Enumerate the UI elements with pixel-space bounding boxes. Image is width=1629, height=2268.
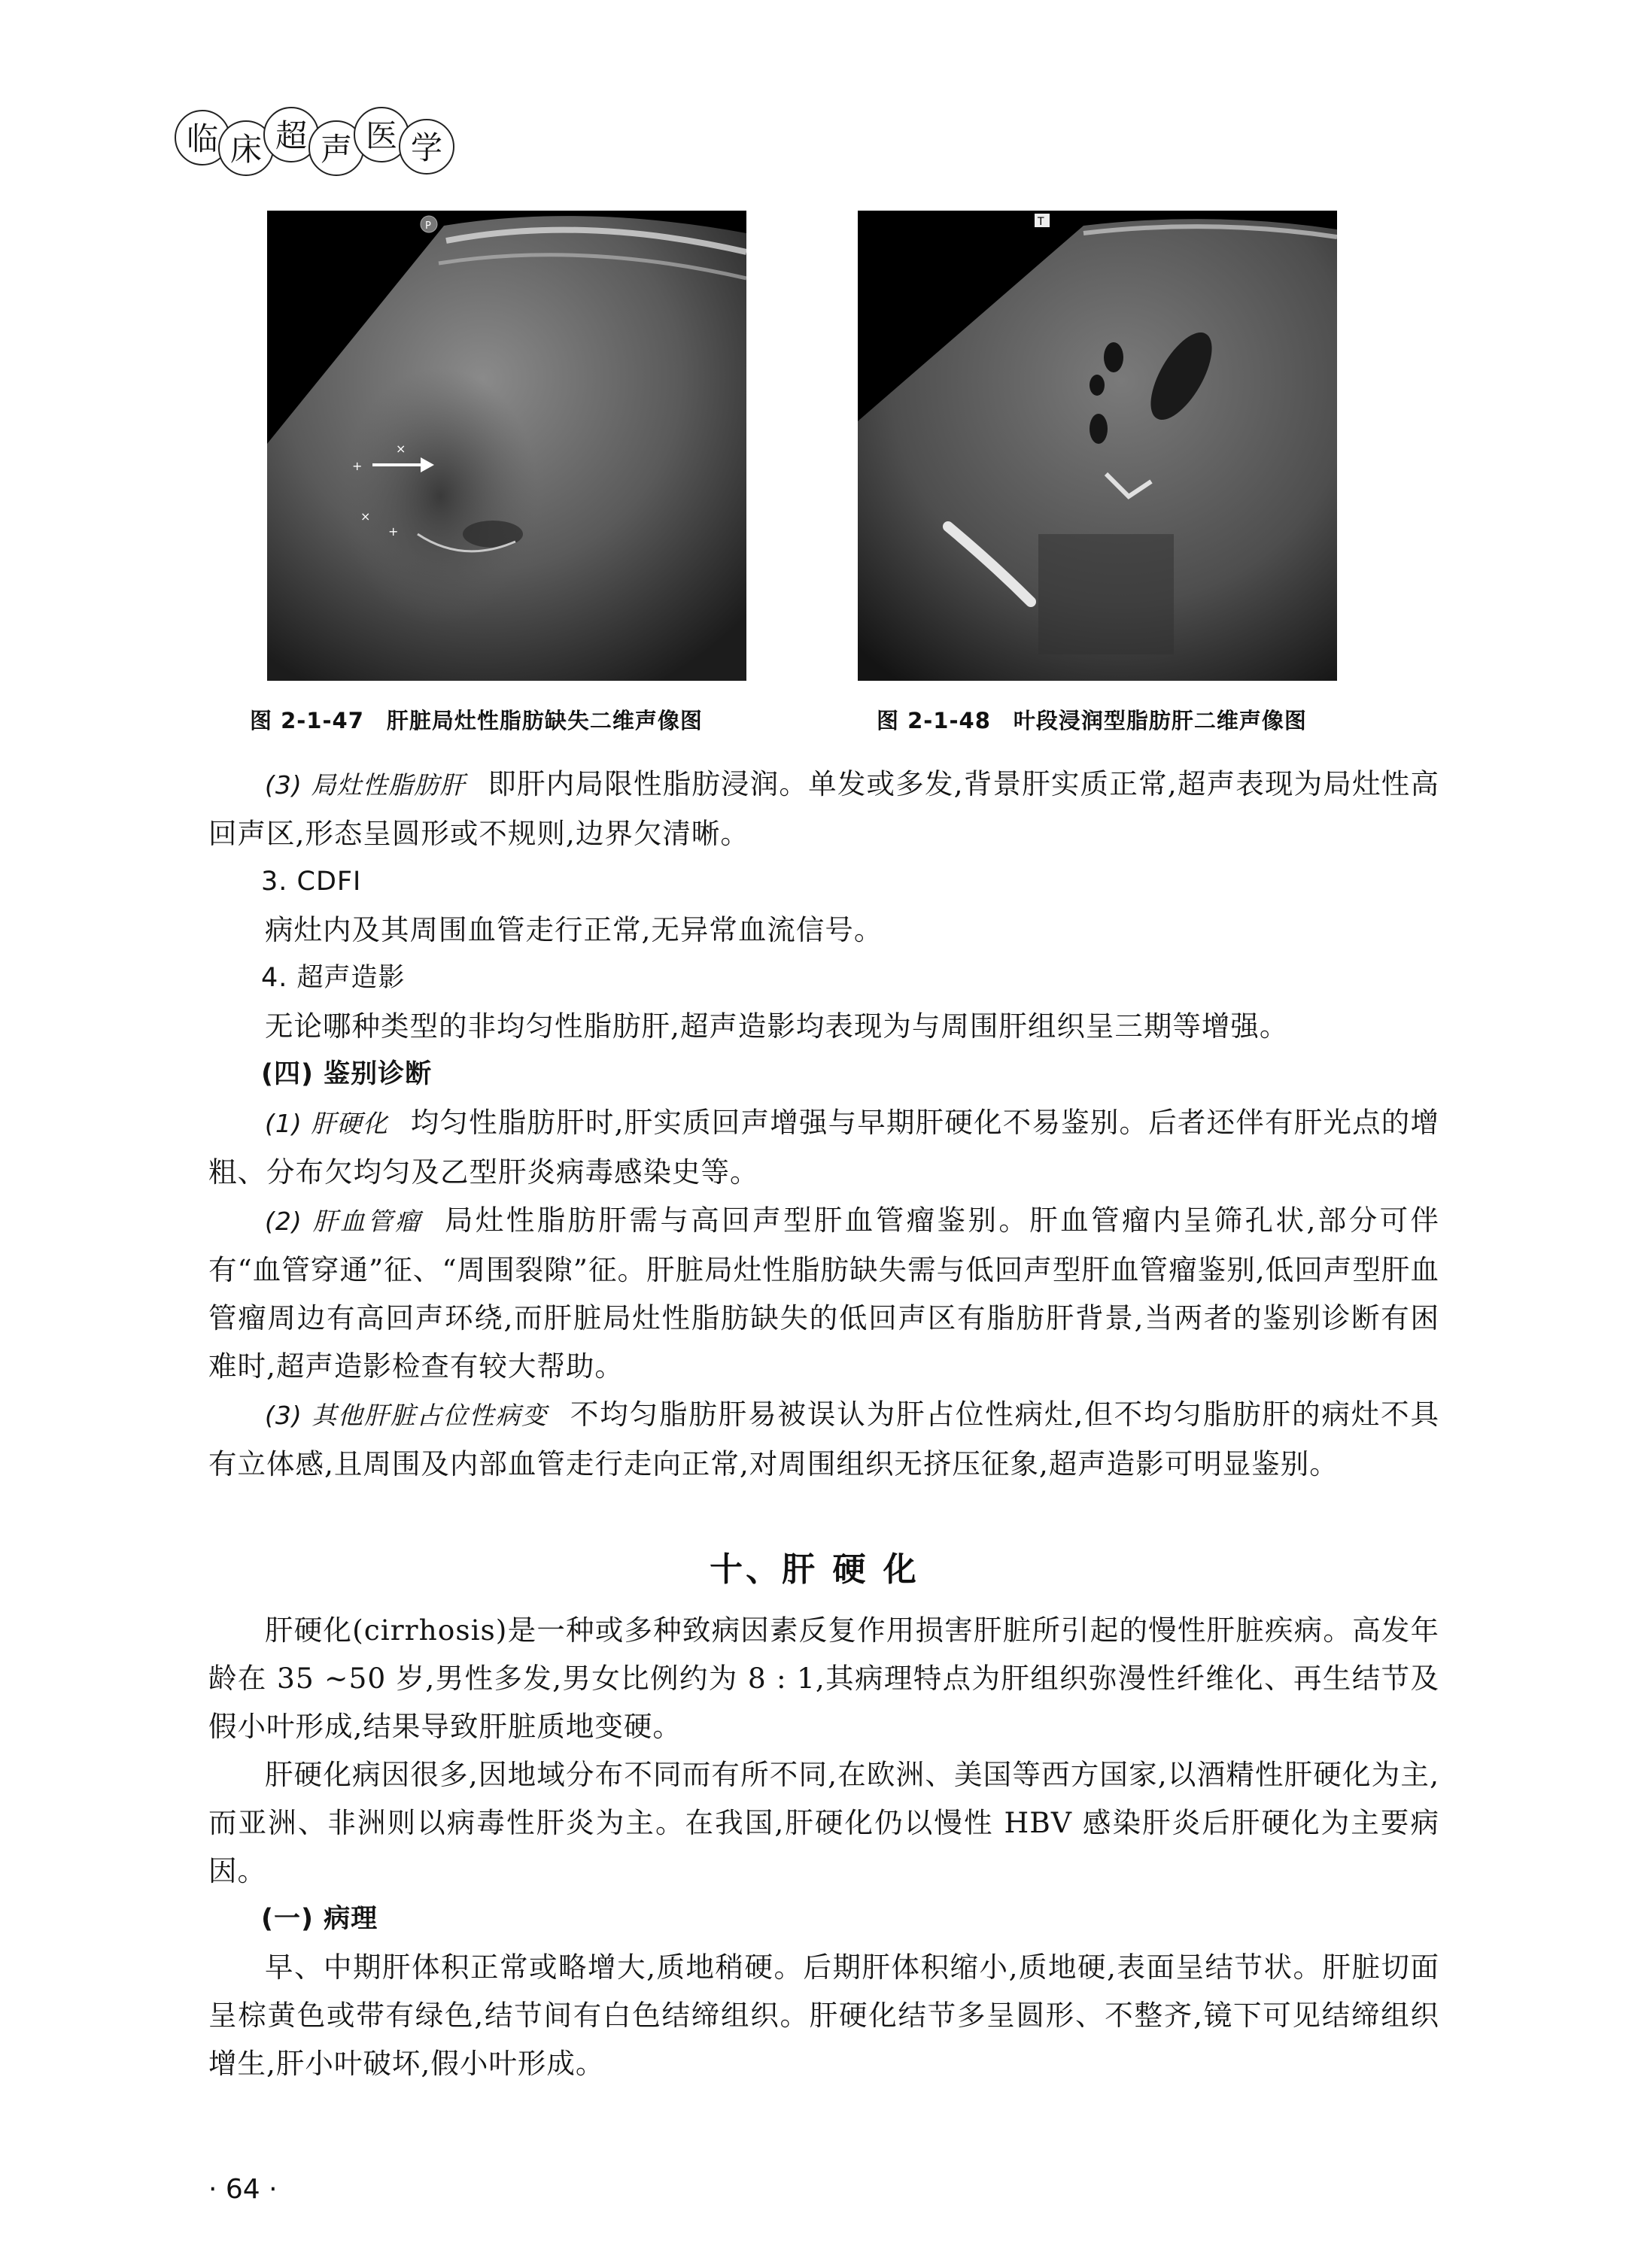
paragraph: 无论哪种类型的非均匀性脂肪肝,超声造影均表现为与周围肝组织呈三期等增强。 xyxy=(265,1010,1289,1043)
body-text-upper xyxy=(208,760,1439,1488)
section-title: 十、肝 硬 化 xyxy=(710,1550,919,1589)
probe-marker: P xyxy=(425,220,431,232)
body-text-lower xyxy=(208,1606,1439,2087)
subheading: 3. CDFI xyxy=(261,867,362,897)
inline-term: (1) 肝硬化 xyxy=(265,1109,389,1138)
svg-text:+: + xyxy=(352,459,363,473)
paragraph: (3) 其他肝脏占位性病变 不均匀脂肪肝易被误认为肝占位性病灶,但不均匀脂肪肝的病灶不具有立体感,且周围及内部血管走行走向正常,对周围组织无挤压征象,超声造影可明显鉴别。 xyxy=(208,1398,1440,1480)
figure-caption: 图 2-1-47 肝脏局灶性脂肪缺失二维声像图 xyxy=(250,708,703,733)
svg-text:×: × xyxy=(360,509,371,524)
page-number: · 64 · xyxy=(208,2174,278,2205)
paragraph: (3) 局灶性脂肪肝 即肝内局限性脂肪浸润。单发或多发,背景肝实质正常,超声表现为局灶性高回声区,形态呈圆形或不规则,边界欠清晰。 xyxy=(208,767,1440,850)
inline-term: (3) 局灶性脂肪肝 xyxy=(265,770,466,800)
header-char: 超 xyxy=(263,107,319,162)
probe-marker: T xyxy=(1038,216,1044,228)
paragraph: (1) 肝硬化 均匀性脂肪肝时,肝实质回声增强与早期肝硬化不易鉴别。后者还伴有肝光点的增粗、分布欠均匀及乙型肝炎病毒感染史等。 xyxy=(208,1106,1440,1189)
ultrasound-image-fatty-sparing xyxy=(267,211,746,681)
subheading: (四) 鉴别诊断 xyxy=(261,1059,433,1089)
paragraph: 肝硬化病因很多,因地域分布不同而有所不同,在欧洲、美国等西方国家,以酒精性肝硬化为主,而亚洲、非洲则以病毒性肝炎为主。在我国,肝硬化仍以慢性 HBV 感染肝炎后肝硬化为主要病因。 xyxy=(208,1758,1439,1887)
header-char: 临 xyxy=(175,110,230,165)
subheading: (一) 病理 xyxy=(261,1904,378,1934)
svg-text:×: × xyxy=(396,442,406,456)
header-char: 学 xyxy=(399,119,454,175)
header-char: 床 xyxy=(218,120,274,176)
subheading: 4. 超声造影 xyxy=(261,963,406,993)
ultrasound-image-segmental-fatty-liver xyxy=(858,211,1337,681)
paragraph: (2) 肝血管瘤 局灶性脂肪肝需与高回声型肝血管瘤鉴别。肝血管瘤内呈筛孔状,部分可伴有“血管穿通”征、“周围裂隙”征。肝脏局灶性脂肪缺失需与低回声型肝血管瘤鉴别,低回声型肝血管瘤周边有高回声环绕,而肝脏局灶性脂肪缺失的低回声区有脂肪肝背景,当两者的鉴别诊断有困难时,超声造影检查有较大帮助。 xyxy=(208,1204,1440,1383)
figure-caption: 图 2-1-48 叶段浸润型脂肪肝二维声像图 xyxy=(877,708,1307,733)
paragraph: 肝硬化(cirrhosis)是一种或多种致病因素反复作用损害肝脏所引起的慢性肝脏疾病。高发年龄在 35 ~50 岁,男性多发,男女比例约为 8 : 1,其病理特点为肝组织弥漫性纤维化、再生结节及假小叶形成,结果导致肝脏质地变硬。 xyxy=(208,1614,1439,1743)
header-char: 医 xyxy=(354,107,409,162)
paragraph: 早、中期肝体积正常或略增大,质地稍硬。后期肝体积缩小,质地硬,表面呈结节状。肝脏切面呈棕黄色或带有绿色,结节间有白色结缔组织。肝硬化结节多呈圆形、不整齐,镜下可见结缔组织增生,肝小叶破坏,假小叶形成。 xyxy=(208,1951,1439,2080)
paragraph: 病灶内及其周围血管走行正常,无异常血流信号。 xyxy=(265,913,883,946)
svg-text:+: + xyxy=(388,524,399,539)
inline-term: (2) 肝血管瘤 xyxy=(265,1207,423,1236)
inline-term: (3) 其他肝脏占位性病变 xyxy=(265,1401,549,1430)
header-char: 声 xyxy=(308,120,364,176)
